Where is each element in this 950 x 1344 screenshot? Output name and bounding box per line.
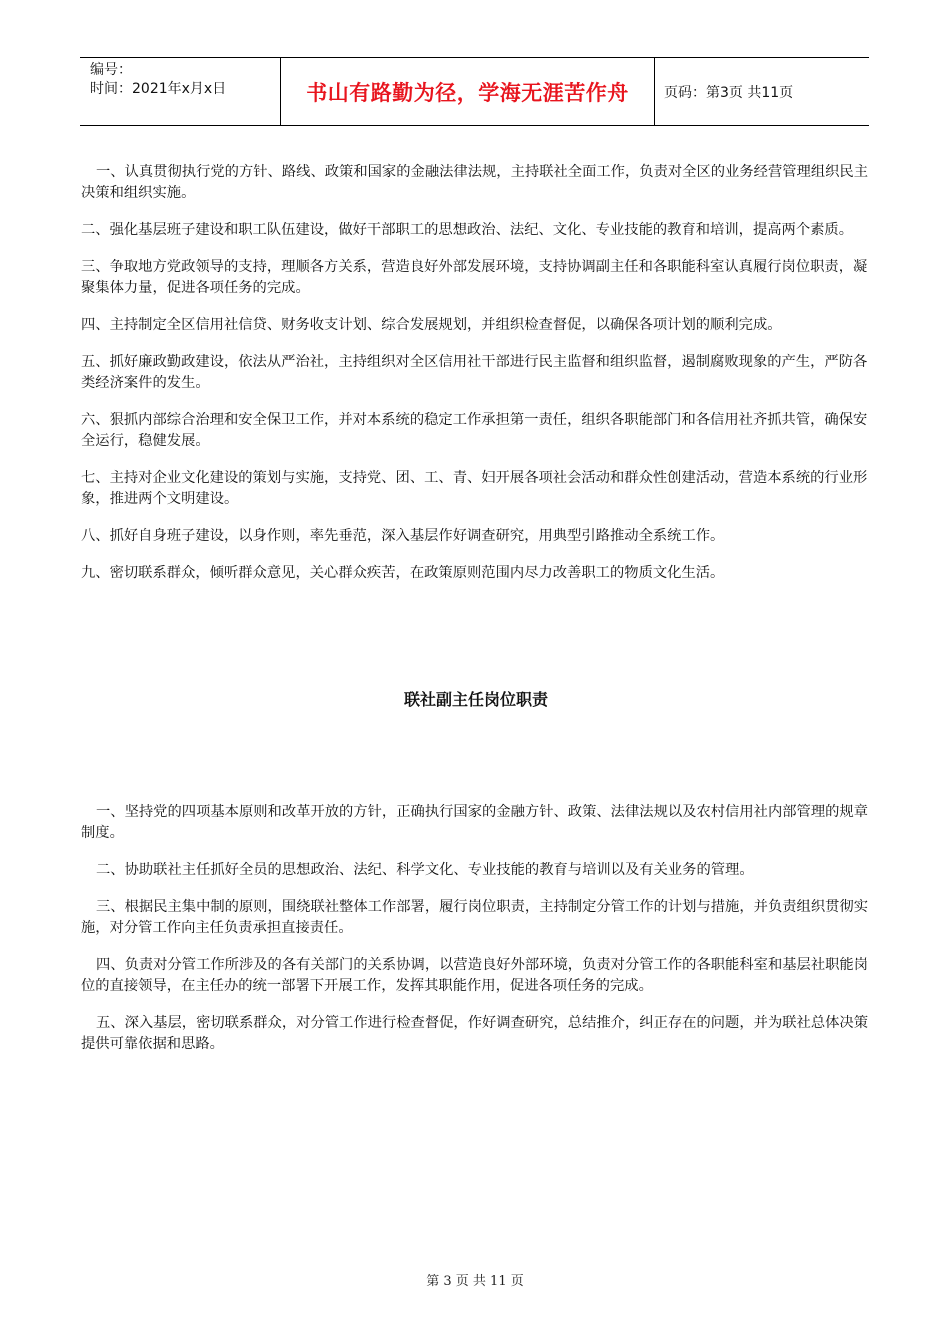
paragraph: 二、强化基层班子建设和职工队伍建设，做好干部职工的思想政治、法纪、文化、专业技能的教育和培训，提高两个素质。 [81, 222, 854, 238]
section-one-body [81, 162, 871, 600]
paragraph: 一、认真贯彻执行党的方针、路线、政策和国家的金融法律法规，主持联社全面工作，负责对全区的业务经营管理组织民主决策和组织实施。 [81, 164, 869, 201]
header-number-label: 编号： [90, 62, 132, 78]
paragraph: 四、负责对分管工作所涉及的各有关部门的关系协调，以营造良好外部环境，负责对分管工作的各职能科室和基层社职能岗位的直接领导，在主任办的统一部署下开展工作，发挥其职能作用，促进各项任务的完成。 [81, 957, 869, 994]
paragraph: 三、争取地方党政领导的支持，理顺各方关系，营造良好外部发展环境，支持协调副主任和各职能科室认真履行岗位职责，凝聚集体力量，促进各项任务的完成。 [81, 259, 868, 296]
paragraph: 六、狠抓内部综合治理和安全保卫工作，并对本系统的稳定工作承担第一责任，组织各职能部门和各信用社齐抓共管，确保安全运行，稳健发展。 [81, 412, 868, 449]
header-page-label: 页码：第3页 共11页 [664, 84, 794, 101]
paragraph: 七、主持对企业文化建设的策划与实施，支持党、团、工、青、妇开展各项社会活动和群众性创建活动，营造本系统的行业形象，推进两个文明建设。 [81, 470, 868, 507]
page-footer: 第 3 页 共 11 页 [426, 1274, 524, 1289]
paragraph: 九、密切联系群众，倾听群众意见，关心群众疾苦，在政策原则范围内尽力改善职工的物质文化生活。 [81, 565, 725, 581]
header-meta-cell [80, 58, 281, 125]
section-title: 联社副主任岗位职责 [403, 690, 548, 709]
paragraph: 八、抓好自身班子建设，以身作则，率先垂范，深入基层作好调查研究，用典型引路推动全系统工作。 [81, 528, 725, 544]
header-page-cell [655, 58, 869, 125]
paragraph: 二、协助联社主任抓好全员的思想政治、法纪、科学文化、专业技能的教育与培训以及有关业务的管理。 [96, 862, 754, 878]
header-date-label: 时间：2021年x月x日 [90, 81, 227, 97]
paragraph: 三、根据民主集中制的原则，围绕联社整体工作部署，履行岗位职责，主持制定分管工作的计划与措施，并负责组织贯彻实施，对分管工作向主任负责承担直接责任。 [81, 899, 869, 936]
section-two-body [81, 802, 871, 1071]
paragraph: 四、主持制定全区信用社信贷、财务收支计划、综合发展规划，并组织检查督促，以确保各项计划的顺利完成。 [81, 317, 782, 333]
header-motto: 书山有路勤为径，学海无涯苦作舟 [306, 80, 629, 105]
paragraph: 五、抓好廉政勤政建设，依法从严治社，主持组织对全区信用社干部进行民主监督和组织监督，遏制腐败现象的产生，严防各类经济案件的发生。 [81, 354, 868, 391]
paragraph: 一、坚持党的四项基本原则和改革开放的方针，正确执行国家的金融方针、政策、法律法规以及农村信用社内部管理的规章制度。 [81, 804, 869, 841]
paragraph: 五、深入基层，密切联系群众，对分管工作进行检查督促，作好调查研究，总结推介，纠正存在的问题，并为联社总体决策提供可靠依据和思路。 [81, 1015, 869, 1052]
document-header [80, 57, 869, 126]
header-motto-cell [281, 58, 655, 125]
